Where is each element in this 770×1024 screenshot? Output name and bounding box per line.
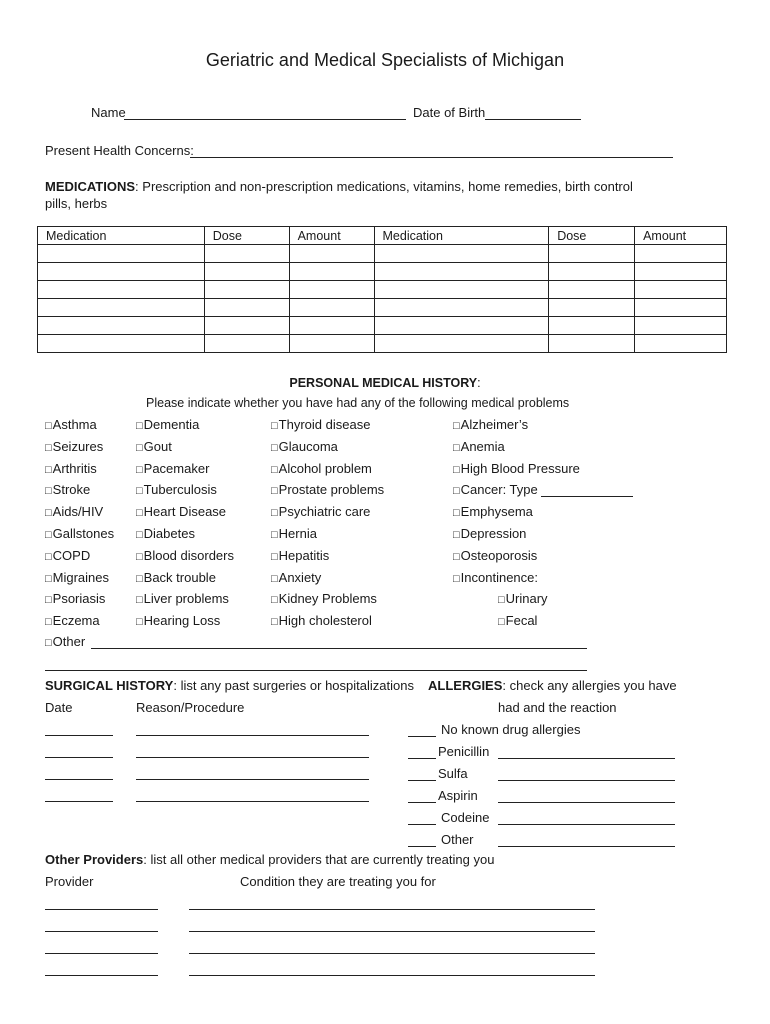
checkbox-item[interactable] [453, 504, 533, 519]
checkbox-label: Kidney Problems [278, 591, 377, 607]
checkbox-item[interactable] [271, 439, 338, 454]
table-row [38, 281, 727, 299]
table-row [38, 335, 727, 353]
checkbox-label: Fecal [505, 613, 538, 628]
provider-entry-field[interactable] [45, 931, 158, 932]
reason-label: Reason/Procedure [136, 700, 245, 715]
checkbox-label: Anemia [460, 438, 505, 454]
cell[interactable] [549, 281, 635, 299]
checkbox-label: High Blood Pressure [460, 460, 580, 476]
date-label: Date [45, 700, 73, 715]
checkbox-label: Prostate problems [278, 482, 385, 498]
col-dose-2: Dose [549, 227, 635, 245]
cell[interactable] [204, 335, 289, 353]
checkbox-item[interactable] [453, 417, 528, 432]
checkbox-item[interactable] [45, 613, 100, 628]
allergy-label: Sulfa [438, 766, 468, 781]
surgical-entry-field[interactable] [136, 801, 369, 802]
providers-heading: Other Providers [45, 852, 144, 867]
checkbox-item[interactable] [136, 504, 226, 519]
checkbox-label: Emphysema [460, 504, 533, 520]
medications-text: : Prescription and non-prescription medications, vitamins, home remedies, birth control [135, 179, 633, 194]
surgical-entry-field[interactable] [45, 801, 113, 802]
dob-field[interactable] [485, 119, 581, 120]
checkbox-label: Thyroid disease [278, 417, 371, 432]
checkbox-item[interactable] [136, 613, 220, 628]
checkbox-label: Depression [460, 526, 527, 541]
cell[interactable] [38, 335, 205, 353]
checkbox-other[interactable] [45, 634, 85, 649]
cell[interactable] [635, 281, 727, 299]
provider-entry-field[interactable] [45, 909, 158, 910]
checkbox-item[interactable] [45, 482, 90, 497]
medications-text-2: pills, herbs [45, 196, 108, 211]
checkbox-urinary[interactable] [498, 591, 548, 606]
provider-entry-field[interactable] [189, 975, 595, 976]
checkbox-label: Hepatitis [278, 547, 330, 563]
checkbox-item[interactable] [45, 548, 90, 563]
history-instruction: Please indicate whether you have had any of the following medical problems [146, 396, 570, 410]
checkbox-item[interactable] [271, 548, 329, 563]
cell[interactable] [289, 317, 374, 335]
allergy-check-field[interactable] [408, 802, 436, 803]
checkbox-label: Asthma [52, 417, 97, 432]
col-medication-1: Medication [38, 227, 205, 245]
checkbox-label: Stroke [52, 482, 91, 498]
checkbox-label: Tuberculosis [143, 482, 217, 498]
checkbox-label: Diabetes [143, 526, 195, 541]
table-row [38, 263, 727, 281]
cell[interactable] [635, 335, 727, 353]
checkbox-item[interactable] [45, 591, 105, 606]
checkbox-label: Anxiety [278, 569, 322, 585]
checkbox-item[interactable] [45, 417, 97, 432]
concerns-label: Present Health Concerns: [45, 143, 194, 158]
name-field[interactable] [124, 119, 406, 120]
checkbox-item[interactable] [271, 591, 377, 606]
cell[interactable] [289, 263, 374, 281]
cell[interactable] [374, 263, 549, 281]
checkbox-item[interactable] [45, 504, 103, 519]
cell[interactable] [204, 245, 289, 263]
cell[interactable] [38, 263, 205, 281]
col-amount-1: Amount [289, 227, 374, 245]
provider-entry-field[interactable] [189, 931, 595, 932]
other-field-2[interactable] [45, 670, 587, 671]
allergy-check-field[interactable] [408, 758, 436, 759]
history-heading: PERSONAL MEDICAL HISTORY [289, 376, 478, 390]
medications-heading: MEDICATIONS [45, 179, 136, 194]
checkbox-label: Osteoporosis [460, 547, 538, 563]
checkbox-label: Pacemaker [143, 460, 210, 476]
allergy-check-field[interactable] [408, 846, 436, 847]
concerns-field[interactable] [190, 157, 673, 158]
checkbox-label: Gallstones [52, 526, 115, 541]
surgical-entry-field[interactable] [136, 779, 369, 780]
checkbox-item[interactable] [136, 439, 172, 454]
col-medication-2: Medication [374, 227, 549, 245]
checkbox-label: Dementia [143, 417, 200, 432]
cell[interactable] [374, 317, 549, 335]
allergy-reaction-field[interactable] [498, 846, 675, 847]
condition-label: Condition they are treating you for [240, 874, 436, 889]
surgical-entry-field[interactable] [136, 757, 369, 758]
cell[interactable] [204, 317, 289, 335]
allergies-intro [428, 678, 677, 693]
providers-text: : list all other medical providers that are currently treating you [143, 852, 495, 867]
checkbox-item[interactable] [271, 526, 317, 541]
table-row [38, 245, 727, 263]
checkbox-label: Cancer: Type [460, 482, 538, 498]
checkbox-label: Hernia [278, 526, 317, 541]
checkbox-item[interactable] [45, 439, 103, 454]
surgical-intro [45, 678, 414, 693]
checkbox-item[interactable] [453, 526, 526, 541]
checkbox-label: Hearing Loss [143, 613, 221, 629]
cell[interactable] [289, 281, 374, 299]
cell[interactable] [635, 263, 727, 281]
checkbox-item[interactable] [136, 570, 216, 585]
checkbox-item[interactable] [45, 526, 114, 541]
cell[interactable] [374, 245, 549, 263]
cancer-type-field[interactable] [541, 496, 633, 497]
surgical-entry-field[interactable] [45, 779, 113, 780]
checkbox-item[interactable] [136, 526, 195, 541]
checkbox-label: COPD [52, 547, 91, 563]
surgical-entry-field[interactable] [45, 757, 113, 758]
surgical-entry-field[interactable] [45, 735, 113, 736]
cell[interactable] [635, 299, 727, 317]
cell[interactable] [204, 281, 289, 299]
cell[interactable] [374, 299, 549, 317]
provider-entry-field[interactable] [45, 953, 158, 954]
surgical-heading: SURGICAL HISTORY [45, 678, 174, 693]
checkbox-item[interactable] [136, 548, 234, 563]
dob-label: Date of Birth [413, 105, 486, 120]
checkbox-label: Back trouble [143, 569, 216, 585]
checkbox-item[interactable] [271, 482, 384, 497]
checkbox-label: Psoriasis [52, 591, 106, 607]
checkbox-label: Glaucoma [278, 438, 338, 454]
cell[interactable] [38, 317, 205, 335]
checkbox-label: Psychiatric care [278, 504, 371, 520]
checkbox-item[interactable] [271, 417, 370, 432]
cell[interactable] [635, 317, 727, 335]
checkbox-label: Gout [143, 438, 172, 454]
allergy-label: Penicillin [438, 744, 490, 759]
cell[interactable] [38, 299, 205, 317]
history-colon: : [477, 376, 481, 390]
allergy-check-field[interactable] [408, 736, 436, 737]
allergy-reaction-field[interactable] [498, 758, 675, 759]
checkbox-item[interactable] [136, 482, 217, 497]
allergy-reaction-field[interactable] [498, 780, 675, 781]
checkbox-item[interactable] [453, 461, 580, 476]
allergies-heading: ALLERGIES [428, 678, 503, 693]
cell[interactable] [635, 245, 727, 263]
provider-entry-field[interactable] [45, 975, 158, 976]
allergy-label: Aspirin [438, 788, 478, 803]
allergy-label: No known drug allergies [441, 722, 581, 737]
table-row [38, 317, 727, 335]
checkbox-label: Heart Disease [143, 504, 227, 520]
checkbox-item[interactable] [45, 461, 97, 476]
cell[interactable] [374, 281, 549, 299]
checkbox-label: Incontinence: [460, 569, 538, 585]
checkbox-item[interactable] [136, 591, 229, 606]
cell[interactable] [549, 335, 635, 353]
allergy-check-field[interactable] [408, 824, 436, 825]
providers-intro [45, 852, 494, 867]
checkbox-item[interactable] [271, 570, 321, 585]
checkbox-fecal[interactable] [498, 613, 537, 628]
cell[interactable] [289, 335, 374, 353]
cell[interactable] [549, 245, 635, 263]
checkbox-label: High cholesterol [278, 613, 372, 629]
allergy-label: Codeine [441, 810, 490, 825]
medications-table [37, 226, 727, 353]
cell[interactable] [38, 245, 205, 263]
cell[interactable] [38, 281, 205, 299]
table-header-row [38, 227, 727, 245]
provider-entry-field[interactable] [189, 909, 595, 910]
col-amount-2: Amount [635, 227, 727, 245]
checkbox-label: Urinary [505, 591, 548, 606]
provider-entry-field[interactable] [189, 953, 595, 954]
other-field[interactable] [91, 648, 587, 649]
cell[interactable] [549, 263, 635, 281]
checkbox-label: Other [52, 634, 86, 649]
checkbox-label: Blood disorders [143, 547, 234, 563]
cell[interactable] [204, 299, 289, 317]
allergy-label: Other [441, 832, 474, 847]
checkbox-item[interactable] [271, 504, 370, 519]
allergies-text-2: had and the reaction [498, 700, 617, 715]
checkbox-item[interactable] [136, 461, 209, 476]
checkbox-item[interactable] [45, 570, 109, 585]
allergy-reaction-field[interactable] [498, 802, 675, 803]
checkbox-label: Aids/HIV [52, 504, 104, 520]
cell[interactable] [374, 335, 549, 353]
checkbox-item[interactable] [453, 548, 537, 563]
checkbox-item[interactable] [453, 482, 538, 497]
cell[interactable] [289, 299, 374, 317]
cell[interactable] [204, 263, 289, 281]
checkbox-item[interactable] [136, 417, 199, 432]
checkbox-item[interactable] [271, 613, 372, 628]
table-row [38, 299, 727, 317]
checkbox-label: Migraines [52, 569, 110, 585]
history-heading-row [0, 376, 770, 390]
medications-intro [45, 179, 633, 194]
name-label: Name [91, 105, 126, 120]
surgical-entry-field[interactable] [136, 735, 369, 736]
checkbox-label: Eczema [52, 613, 100, 629]
checkbox-label: Liver problems [143, 591, 229, 607]
provider-label: Provider [45, 874, 94, 889]
surgical-text: : list any past surgeries or hospitalizations [173, 678, 414, 693]
allergy-reaction-field[interactable] [498, 824, 675, 825]
checkbox-label: Arthritis [52, 460, 97, 476]
cell[interactable] [289, 245, 374, 263]
checkbox-label: Alzheimer’s [460, 417, 529, 432]
cell[interactable] [549, 299, 635, 317]
checkbox-item[interactable] [453, 570, 538, 585]
checkbox-item[interactable] [453, 439, 505, 454]
page-title: Geriatric and Medical Specialists of Michigan [205, 50, 565, 70]
allergies-text: : check any allergies you have [502, 678, 677, 693]
allergy-check-field[interactable] [408, 780, 436, 781]
cell[interactable] [549, 317, 635, 335]
checkbox-item[interactable] [271, 461, 372, 476]
col-dose-1: Dose [204, 227, 289, 245]
checkbox-label: Seizures [52, 438, 104, 454]
checkbox-label: Alcohol problem [278, 460, 372, 476]
